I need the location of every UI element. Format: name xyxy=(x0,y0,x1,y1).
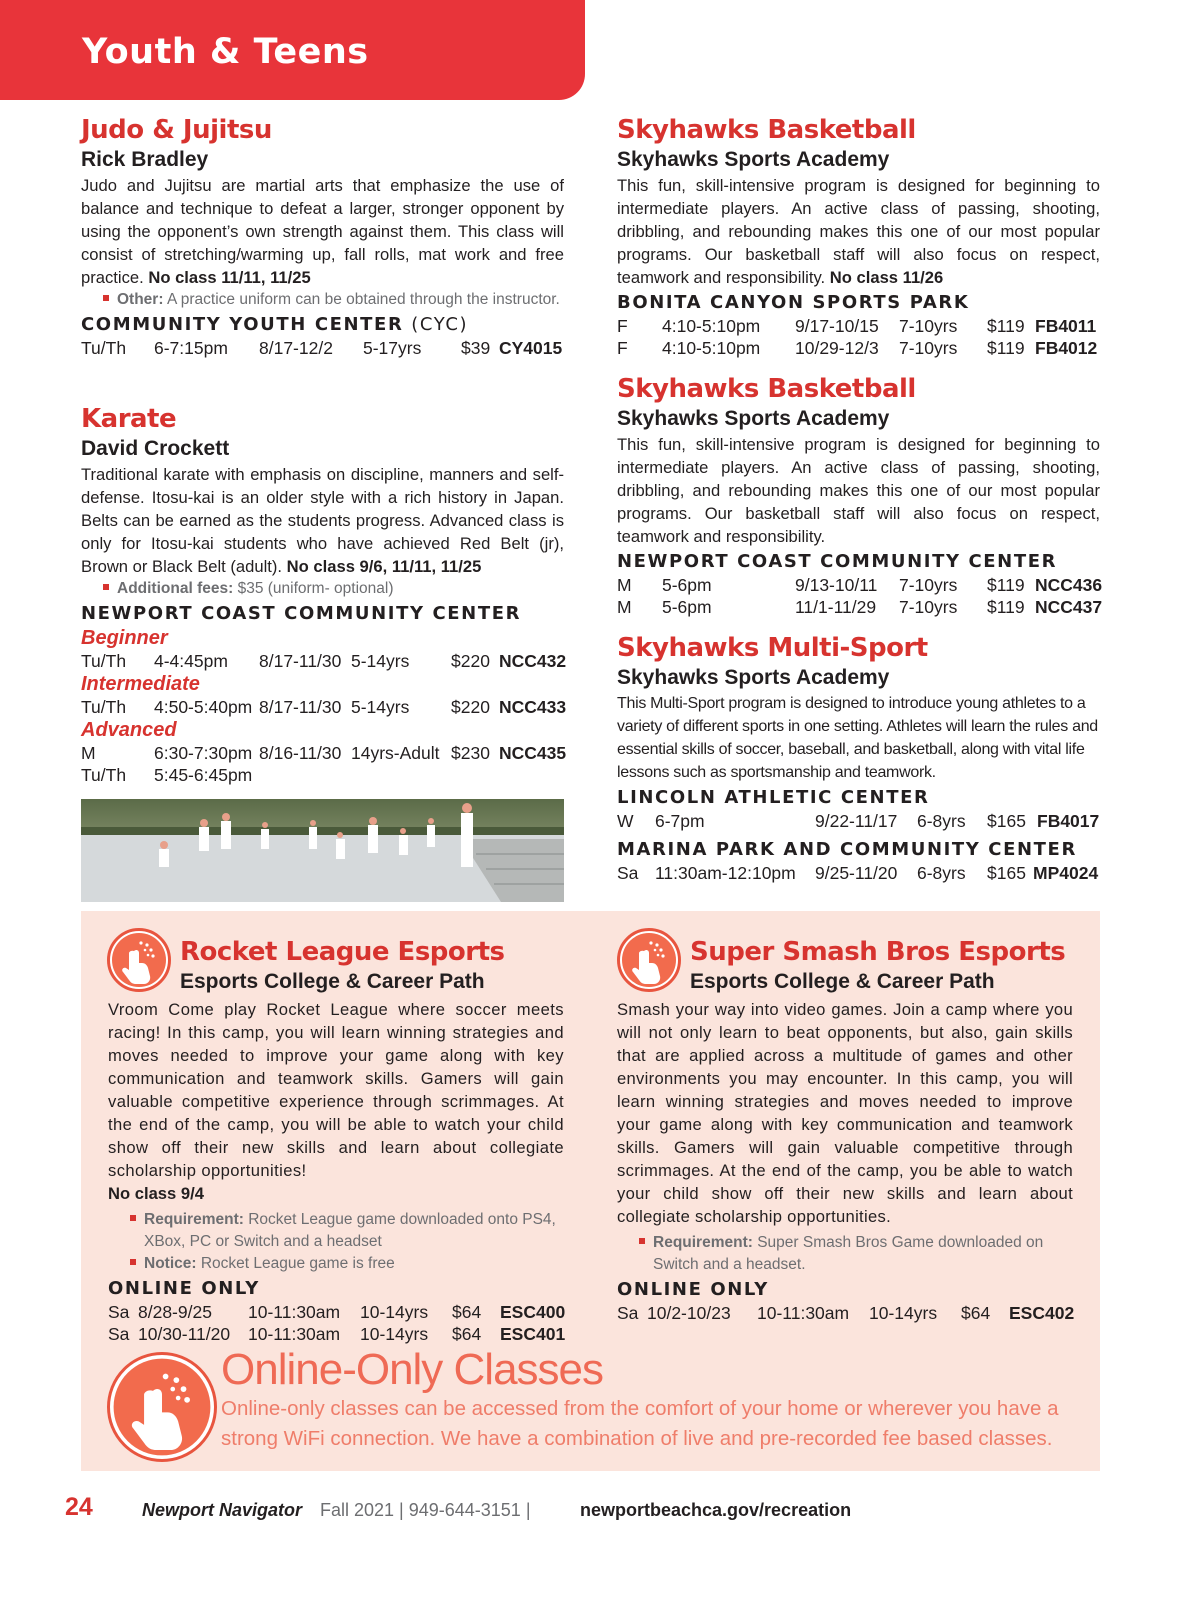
issue-and-phone: Fall 2021 | 949-644-3151 | xyxy=(320,1500,531,1520)
location-heading: BONITA CANYON SPORTS PARK xyxy=(617,292,970,313)
time: 5-6pm xyxy=(662,597,712,617)
online-only-title: Online-Only Classes xyxy=(221,1345,604,1394)
day: Tu/Th xyxy=(81,765,127,785)
fee: $64 xyxy=(961,1303,991,1323)
dates: 9/13-10/11 xyxy=(795,575,878,595)
requirement-note xyxy=(108,1205,564,1253)
dates: 8/17-11/30 xyxy=(259,651,342,671)
no-class-text: No class 9/4 xyxy=(108,1184,204,1203)
note-text: Rocket League game is free xyxy=(200,1255,395,1272)
schedule-row xyxy=(81,696,567,718)
instructor-name: Esports College & Career Path xyxy=(690,970,995,993)
location-abbr: (CYC) xyxy=(411,314,469,335)
basketball-section-2 xyxy=(617,373,1103,618)
time: 4:10-5:10pm xyxy=(662,316,761,336)
fee: $119 xyxy=(987,575,1025,595)
class-description: Vroom Come play Rocket League where soccer meets racing! In this camp, you will learn winning strategies and moves needed to improve your game along with key communication and teamwork skills. Gamers will gain valuable competitive experience through scrimmages. At the end of the camp, you will be able to watch your child show off their new skills and learn about collegiate scholarship opportunities! xyxy=(108,1000,564,1180)
day: F xyxy=(617,338,628,358)
rocket-header xyxy=(180,936,570,996)
class-description: Smash your way into video games. Join a camp where you will not only learn to beat opponents, but also, gain skills that are applied across a multitude of games and other environments you may encounter. In this camp, you will learn winning strategies and moves needed to improve your game along with key communication and teamwork skills. Gamers will gain valuable competitive through scrimmages. At the end of the camp, you be able to watch your child show off their new skills and learn about collegiate scholarship opportunities. xyxy=(617,1000,1073,1226)
class-title: Skyhawks Basketball xyxy=(617,115,916,145)
time: 6-7pm xyxy=(655,811,705,831)
ages: 5-17yrs xyxy=(363,338,422,358)
instructor-name: Esports College & Career Path xyxy=(180,970,485,993)
course-code: NCC432 xyxy=(499,651,567,671)
schedule-row xyxy=(617,862,1100,884)
no-class-note xyxy=(108,1182,564,1205)
course-code: ESC401 xyxy=(500,1324,566,1344)
instructor-name: Skyhawks Sports Academy xyxy=(617,148,890,171)
notice-note xyxy=(108,1253,564,1275)
location-heading xyxy=(81,313,564,337)
ages: 5-14yrs xyxy=(351,697,410,717)
touch-hand-icon xyxy=(107,1352,217,1462)
schedule-row xyxy=(81,742,567,764)
course-code: CY4015 xyxy=(499,338,563,358)
fee: $64 xyxy=(452,1302,482,1322)
rocket-section xyxy=(108,998,564,1345)
instructor-name: David Crockett xyxy=(81,437,230,460)
class-description xyxy=(617,174,1100,289)
time: 4-4:45pm xyxy=(154,651,228,671)
class-description xyxy=(81,174,564,289)
fee: $165 xyxy=(987,811,1026,831)
note-text: Super Smash Bros Game downloaded on Switch and a headset. xyxy=(653,1234,1044,1273)
ages: 6-8yrs xyxy=(917,811,966,831)
no-class-note: No class 9/6, 11/11, 11/25 xyxy=(286,557,482,576)
schedule-row xyxy=(81,337,564,359)
fee: $119 xyxy=(987,338,1025,358)
class-title: Skyhawks Basketball xyxy=(617,374,916,404)
fee: $220 xyxy=(451,697,490,717)
schedule-row xyxy=(617,315,1100,337)
day: Sa xyxy=(108,1302,130,1322)
class-title: Rocket League Esports xyxy=(180,937,505,967)
ages: 10-14yrs xyxy=(869,1303,938,1323)
multisport-section xyxy=(617,632,1100,884)
bullet-icon xyxy=(103,295,109,301)
note-label: Requirement: xyxy=(144,1211,244,1228)
schedule-row xyxy=(617,810,1100,832)
section-banner xyxy=(0,0,585,100)
course-code: FB4012 xyxy=(1035,338,1098,358)
class-description: This Multi-Sport program is designed to introduce young athletes to a variety of different sports in one setting. Athletes will learn the rules and essential skills of soccer, baseball, and basketball, along with vital life lessons such as sportsmanship and teamwork. xyxy=(617,695,1098,781)
other-note xyxy=(81,289,564,311)
schedule-row xyxy=(617,574,1103,596)
level-intermediate: Intermediate xyxy=(81,673,200,695)
time: 10-11:30am xyxy=(757,1303,850,1323)
course-code: FB4017 xyxy=(1037,811,1100,831)
time: 6-7:15pm xyxy=(154,338,228,358)
page-footer xyxy=(0,1493,1200,1527)
location-heading: MARINA PARK AND COMMUNITY CENTER xyxy=(617,839,1077,860)
note-text: A practice uniform can be obtained through the instructor. xyxy=(166,291,560,308)
ages: 7-10yrs xyxy=(899,338,958,358)
section-title: Youth & Teens xyxy=(82,32,369,72)
time: 4:50-5:40pm xyxy=(154,697,253,717)
fee: $119 xyxy=(987,316,1025,336)
time: 5:45-6:45pm xyxy=(154,765,253,785)
course-code: NCC435 xyxy=(499,743,567,763)
schedule-row xyxy=(81,650,567,672)
description-text: This fun, skill-intensive program is designed for beginning to intermediate players. An active class of passing, shooting, dribbling, and rebounding makes this one of our most popular programs. Our basketball staff will also focus on respect, teamwork and responsibility. xyxy=(617,176,1100,287)
fee: $119 xyxy=(987,597,1025,617)
description-text: Judo and Jujitsu are martial arts that emphasize the use of balance and technique to defeat a larger, stronger opponent by using the opponent’s own strength against them. This class will consist of stretching/warming up, fall rolls, mat work and free practice. xyxy=(81,176,564,287)
location-heading: NEWPORT COAST COMMUNITY CENTER xyxy=(617,551,1058,572)
time: 6:30-7:30pm xyxy=(154,743,253,763)
ages: 6-8yrs xyxy=(917,863,966,883)
note-label: Additional fees: xyxy=(117,580,234,597)
dates: 11/1-11/29 xyxy=(795,597,877,617)
fee: $230 xyxy=(451,743,490,763)
class-title: Karate xyxy=(81,404,177,434)
bullet-icon xyxy=(103,584,109,590)
no-class-note: No class 11/26 xyxy=(829,268,944,287)
fee: $64 xyxy=(452,1324,482,1344)
page-number: 24 xyxy=(65,1493,93,1521)
dates: 10/29-12/3 xyxy=(795,338,879,358)
dates: 8/28-9/25 xyxy=(138,1302,212,1322)
class-description xyxy=(81,463,564,578)
schedule-row xyxy=(617,337,1100,359)
dates: 9/17-10/15 xyxy=(795,316,879,336)
dates: 8/16-11/30 xyxy=(259,743,342,763)
ages: 5-14yrs xyxy=(351,651,410,671)
fee: $165 xyxy=(987,863,1026,883)
dates: 10/2-10/23 xyxy=(647,1303,731,1323)
smash-header xyxy=(690,936,1090,996)
basketball-section-1 xyxy=(617,114,1100,359)
day: M xyxy=(617,575,632,595)
day: M xyxy=(81,743,96,763)
class-title: Super Smash Bros Esports xyxy=(690,937,1066,967)
fee: $39 xyxy=(461,338,491,358)
day: Tu/Th xyxy=(81,338,127,358)
time: 4:10-5:10pm xyxy=(662,338,761,358)
karate-photo-illustration xyxy=(81,799,564,902)
karate-section xyxy=(81,403,567,786)
schedule-row xyxy=(617,1302,1073,1324)
day: Tu/Th xyxy=(81,697,127,717)
schedule-row xyxy=(108,1301,564,1323)
touch-hand-icon xyxy=(107,928,171,992)
publication-name: Newport Navigator xyxy=(142,1500,303,1520)
judo-section xyxy=(81,114,564,359)
day: Tu/Th xyxy=(81,651,127,671)
class-title: Skyhawks Multi-Sport xyxy=(617,633,928,663)
dates: 9/25-11/20 xyxy=(815,863,898,883)
instructor-name: Skyhawks Sports Academy xyxy=(617,407,890,430)
class-title: Judo & Jujitsu xyxy=(81,115,272,145)
course-code: NCC436 xyxy=(1035,575,1103,595)
online-only-text: Online-only classes can be accessed from the comfort of your home or wherever you have a strong WiFi connection. We have a combination of live and pre-recorded fee based classes. xyxy=(221,1397,1059,1450)
level-advanced: Advanced xyxy=(81,719,177,741)
ages: 7-10yrs xyxy=(899,316,958,336)
time: 11:30am-12:10pm xyxy=(655,863,796,883)
course-code: ESC402 xyxy=(1009,1303,1075,1323)
fees-note xyxy=(81,578,564,600)
day: F xyxy=(617,316,628,336)
day: M xyxy=(617,597,632,617)
location-heading: ONLINE ONLY xyxy=(617,1279,769,1300)
requirement-note xyxy=(617,1228,1073,1276)
no-class-note: No class 11/11, 11/25 xyxy=(148,268,311,287)
bullet-icon xyxy=(130,1259,136,1265)
note-label: Requirement: xyxy=(653,1234,753,1251)
karate-photo xyxy=(81,799,564,902)
course-code: NCC433 xyxy=(499,697,567,717)
bullet-icon xyxy=(639,1238,645,1244)
touch-hand-icon xyxy=(617,928,681,992)
note-label: Notice: xyxy=(144,1255,197,1272)
schedule-row xyxy=(108,1323,564,1345)
smash-section xyxy=(617,998,1073,1324)
location-name: COMMUNITY YOUTH CENTER xyxy=(81,314,404,335)
fee: $220 xyxy=(451,651,490,671)
dates: 10/30-11/20 xyxy=(138,1324,231,1344)
note-text: $35 (uniform- optional) xyxy=(237,580,394,597)
day: Sa xyxy=(617,1303,639,1323)
time: 5-6pm xyxy=(662,575,712,595)
class-description: This fun, skill-intensive program is designed for beginning to intermediate players. An active class of passing, shooting, dribbling, and rebounding makes this one of our most popular programs. Our basketball staff will also focus on respect, teamwork and responsibility. xyxy=(617,435,1100,546)
note-label: Other: xyxy=(117,291,164,308)
dates: 8/17-11/30 xyxy=(259,697,342,717)
bullet-icon xyxy=(130,1215,136,1221)
course-code: NCC437 xyxy=(1035,597,1103,617)
level-beginner: Beginner xyxy=(81,627,168,649)
location-heading: NEWPORT COAST COMMUNITY CENTER xyxy=(81,603,522,624)
location-heading: ONLINE ONLY xyxy=(108,1278,260,1299)
website-link[interactable]: newportbeachca.gov/recreation xyxy=(580,1500,852,1520)
instructor-name: Skyhawks Sports Academy xyxy=(617,666,890,689)
course-code: FB4011 xyxy=(1035,316,1097,336)
time: 10-11:30am xyxy=(248,1324,341,1344)
course-code: ESC400 xyxy=(500,1302,566,1322)
description-text: Traditional karate with emphasis on discipline, manners and self-defense. Itosu-kai is an older style with a rich history in Japan. Belts can be earned as the students progress. Advanced class is only for Itosu-kai students who have achieved Red Belt (jr), Brown or Black Belt (adult). xyxy=(81,465,564,576)
ages: 7-10yrs xyxy=(899,575,958,595)
dates: 8/17-12/2 xyxy=(259,338,333,358)
location-heading: LINCOLN ATHLETIC CENTER xyxy=(617,787,930,808)
schedule-row xyxy=(81,764,564,786)
day: W xyxy=(617,811,634,831)
time: 10-11:30am xyxy=(248,1302,341,1322)
ages: 14yrs-Adult xyxy=(351,743,440,763)
instructor-name: Rick Bradley xyxy=(81,148,209,171)
day: Sa xyxy=(617,863,639,883)
ages: 10-14yrs xyxy=(360,1324,429,1344)
schedule-row xyxy=(617,596,1103,618)
course-code: MP4024 xyxy=(1033,863,1099,883)
dates: 9/22-11/17 xyxy=(815,811,898,831)
day: Sa xyxy=(108,1324,130,1344)
ages: 7-10yrs xyxy=(899,597,958,617)
ages: 10-14yrs xyxy=(360,1302,429,1322)
note-text: Rocket League game downloaded onto PS4, XBox, PC or Switch and a headset xyxy=(144,1211,556,1250)
